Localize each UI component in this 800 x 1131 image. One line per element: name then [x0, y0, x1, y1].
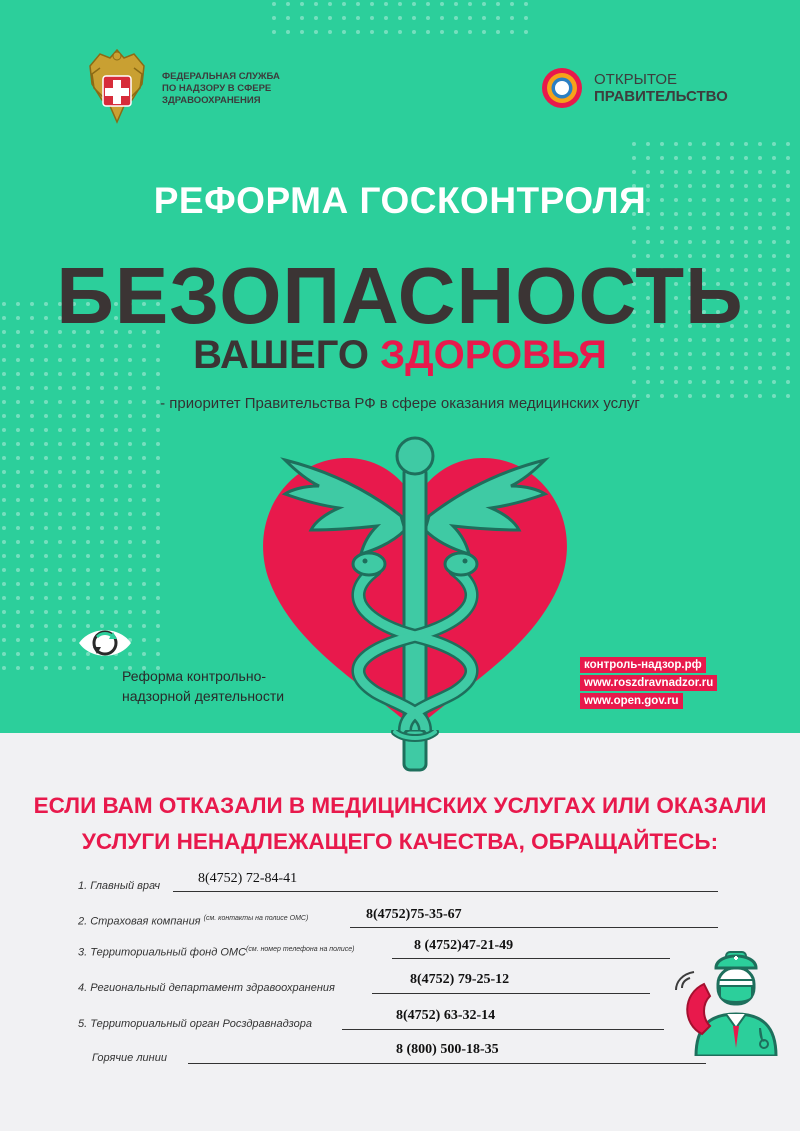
contact-label: 4. Региональный департамент здравоохранения — [78, 982, 335, 994]
link-open-gov[interactable]: www.open.gov.ru — [580, 693, 683, 709]
yours-word: ВАШЕГО — [193, 333, 369, 377]
contact-phone: 8 (4752)47-21-49 — [414, 938, 514, 953]
contact-row-insurance — [78, 904, 718, 928]
link-roszdravnadzor[interactable]: www.roszdravnadzor.ru — [580, 675, 717, 691]
open-government-logo-icon — [540, 66, 584, 110]
cta-line2: УСЛУГИ НЕНАДЛЕЖАЩЕГО КАЧЕСТВА, ОБРАЩАЙТЕСЬ: — [81, 829, 719, 854]
call-to-action — [0, 788, 800, 860]
contact-label: 5. Территориальный орган Росздравнадзора — [78, 1018, 312, 1030]
reform-kn-line1: Реформа контрольно- — [122, 668, 267, 684]
reform-kn-caption — [122, 666, 322, 706]
underline — [173, 891, 718, 892]
link-kontrol-nadzor[interactable]: контроль-надзор.рф — [580, 657, 706, 673]
open-government-line2: ПРАВИТЕЛЬСТВО — [594, 88, 728, 105]
contact-row-regional-department — [78, 970, 658, 994]
contact-phone: 8 (800) 500-18-35 — [396, 1042, 499, 1057]
priority-text: - приоритет Правительства РФ в сфере оказания медицинских услуг — [160, 395, 640, 412]
contact-row-hotline — [78, 1040, 708, 1064]
agency-name-line: ФЕДЕРАЛЬНАЯ СЛУЖБА — [162, 71, 280, 82]
contact-label: Горячие линии — [92, 1052, 167, 1064]
contact-phone: 8(4752) 79-25-12 — [410, 972, 510, 987]
underline — [342, 1029, 664, 1030]
contact-label-text: 3. Территориальный фонд ОМС — [78, 947, 247, 959]
contact-note: (см. контакты на полисе ОМС) — [203, 915, 309, 923]
underline — [392, 958, 670, 959]
agency-name-line: ЗДРАВООХРАНЕНИЯ — [162, 95, 261, 106]
open-government-line1: ОТКРЫТОЕ — [594, 71, 678, 88]
agency-logo — [84, 44, 302, 134]
coat-of-arms-icon — [84, 44, 150, 134]
underline — [350, 927, 718, 928]
contact-phone: 8(4752) 72-84-41 — [198, 871, 298, 886]
open-government-text — [594, 71, 728, 105]
contact-phone: 8(4752)75-35-67 — [366, 907, 462, 922]
contact-row-roszdravnadzor — [78, 1006, 668, 1030]
health-subtitle — [0, 333, 800, 378]
contact-row-chief-doctor — [78, 868, 718, 892]
dot-pattern-top — [270, 0, 530, 40]
contact-label — [78, 946, 354, 959]
caduceus-staff-tip — [385, 730, 445, 780]
agency-name — [162, 71, 302, 107]
contact-label: 1. Главный врач — [78, 880, 161, 892]
eye-cycle-icon — [75, 620, 135, 666]
underline — [188, 1063, 706, 1064]
agency-name-line: ПО НАДЗОРУ В СФЕРЕ — [162, 83, 272, 94]
contact-label-text: 2. Страховая компания — [78, 916, 201, 928]
website-links — [580, 657, 717, 711]
reform-kn-line2: надзорной деятельности — [122, 688, 285, 704]
health-word: ЗДОРОВЬЯ — [380, 333, 607, 377]
open-government-logo — [540, 66, 728, 110]
contact-row-oms-fund — [78, 935, 678, 959]
underline — [372, 993, 650, 994]
reform-title: РЕФОРМА ГОСКОНТРОЛЯ — [153, 180, 647, 221]
cta-line1: ЕСЛИ ВАМ ОТКАЗАЛИ В МЕДИЦИНСКИХ УСЛУГАХ ИЛИ ОКАЗАЛИ — [33, 793, 767, 818]
doctor-phone-icon — [674, 944, 778, 1056]
safety-title: БЕЗОПАСНОСТЬ — [56, 251, 744, 340]
contact-note: (см. номер телефона на полисе) — [246, 946, 355, 954]
contact-phone: 8(4752) 63-32-14 — [396, 1008, 496, 1023]
contact-label — [78, 915, 308, 928]
